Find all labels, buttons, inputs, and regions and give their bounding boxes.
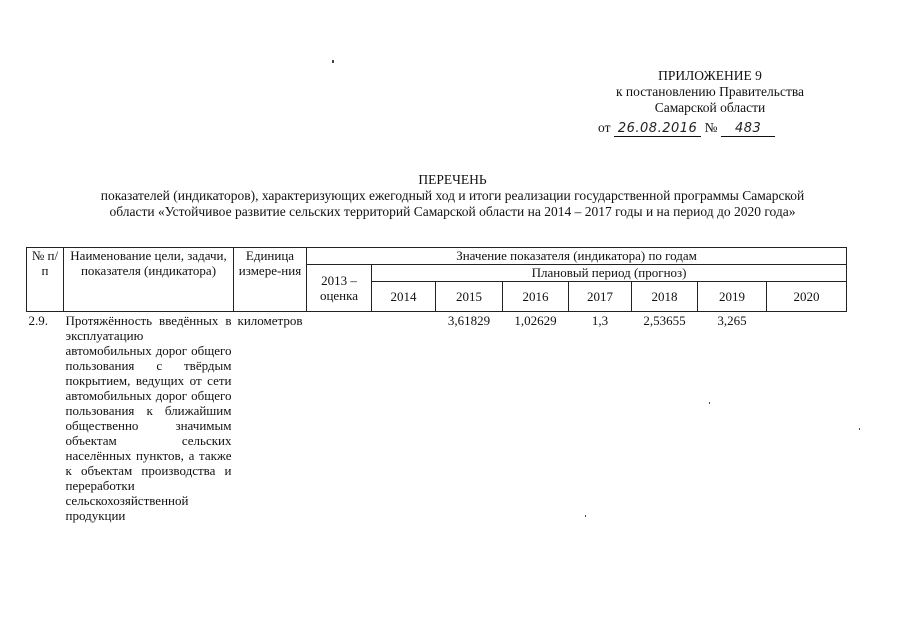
- header-name: Наименование цели, задачи, показателя (индикатора): [64, 248, 234, 312]
- header-num: № п/п: [27, 248, 64, 312]
- table-row: [27, 312, 847, 524]
- header-year: 2019: [698, 282, 767, 312]
- header-year: 2016: [503, 282, 569, 312]
- header-year: 2017: [569, 282, 632, 312]
- header-plan-group: Плановый период (прогноз): [372, 265, 847, 282]
- row-value: 1,02629: [514, 313, 557, 328]
- date-prefix: от: [598, 120, 611, 135]
- scan-speck: [332, 60, 334, 63]
- title-line-1: показателей (индикаторов), характеризующих ежегодный ход и итоги реализации государственной программы Самарской: [100, 188, 805, 203]
- row-value: 1,3: [591, 313, 609, 328]
- header-estimate: 2013 – оценка: [307, 265, 372, 312]
- row-name: Протяжённость введённых в эксплуатацию автомобильных дорог общего пользования с твёрдым покрытием, ведущих от сети автомобильных дорог общего пользования к ближайшим общественно значимым объектам сельских населённых пунктов, а также к объектам производства и переработки сельскохозяйственной продукции: [65, 313, 232, 523]
- header-unit: Единица измере-ния: [234, 248, 307, 312]
- scan-speck: [709, 402, 710, 404]
- row-value: [372, 312, 436, 524]
- row-value: 3,265: [717, 313, 747, 328]
- row-num: 2.9.: [28, 313, 48, 328]
- appendix-line-resolution: к постановлению Правительства: [615, 84, 805, 99]
- indicators-table: [26, 247, 847, 523]
- appendix-title: ПРИЛОЖЕНИЕ 9: [658, 68, 762, 83]
- header-year: 2014: [372, 282, 436, 312]
- decree-date: 26.08.2016: [614, 122, 701, 137]
- title-line-2: области «Устойчивое развитие сельских территорий Самарской области на 2014 – 2017 годы и на период до 2020 года»: [109, 204, 796, 219]
- row-value: [767, 312, 847, 524]
- decree-number: 483: [721, 122, 775, 137]
- title-main: ПЕРЕЧЕНЬ: [418, 172, 487, 187]
- decree-date-line: [598, 120, 775, 137]
- header-year: 2015: [436, 282, 503, 312]
- header-year: 2018: [632, 282, 698, 312]
- appendix-line-region: Самарской области: [654, 100, 766, 115]
- scan-speck: [859, 428, 860, 430]
- header-year: 2020: [767, 282, 847, 312]
- scan-speck: [585, 515, 586, 517]
- row-estimate: [307, 312, 372, 524]
- header-values-group: Значение показателя (индикатора) по годам: [307, 248, 847, 265]
- document-title: [20, 172, 885, 220]
- row-unit: километров: [237, 313, 303, 328]
- appendix-header: [560, 68, 860, 116]
- row-value: 2,53655: [643, 313, 686, 328]
- number-prefix: №: [704, 120, 718, 135]
- row-value: 3,61829: [447, 313, 491, 328]
